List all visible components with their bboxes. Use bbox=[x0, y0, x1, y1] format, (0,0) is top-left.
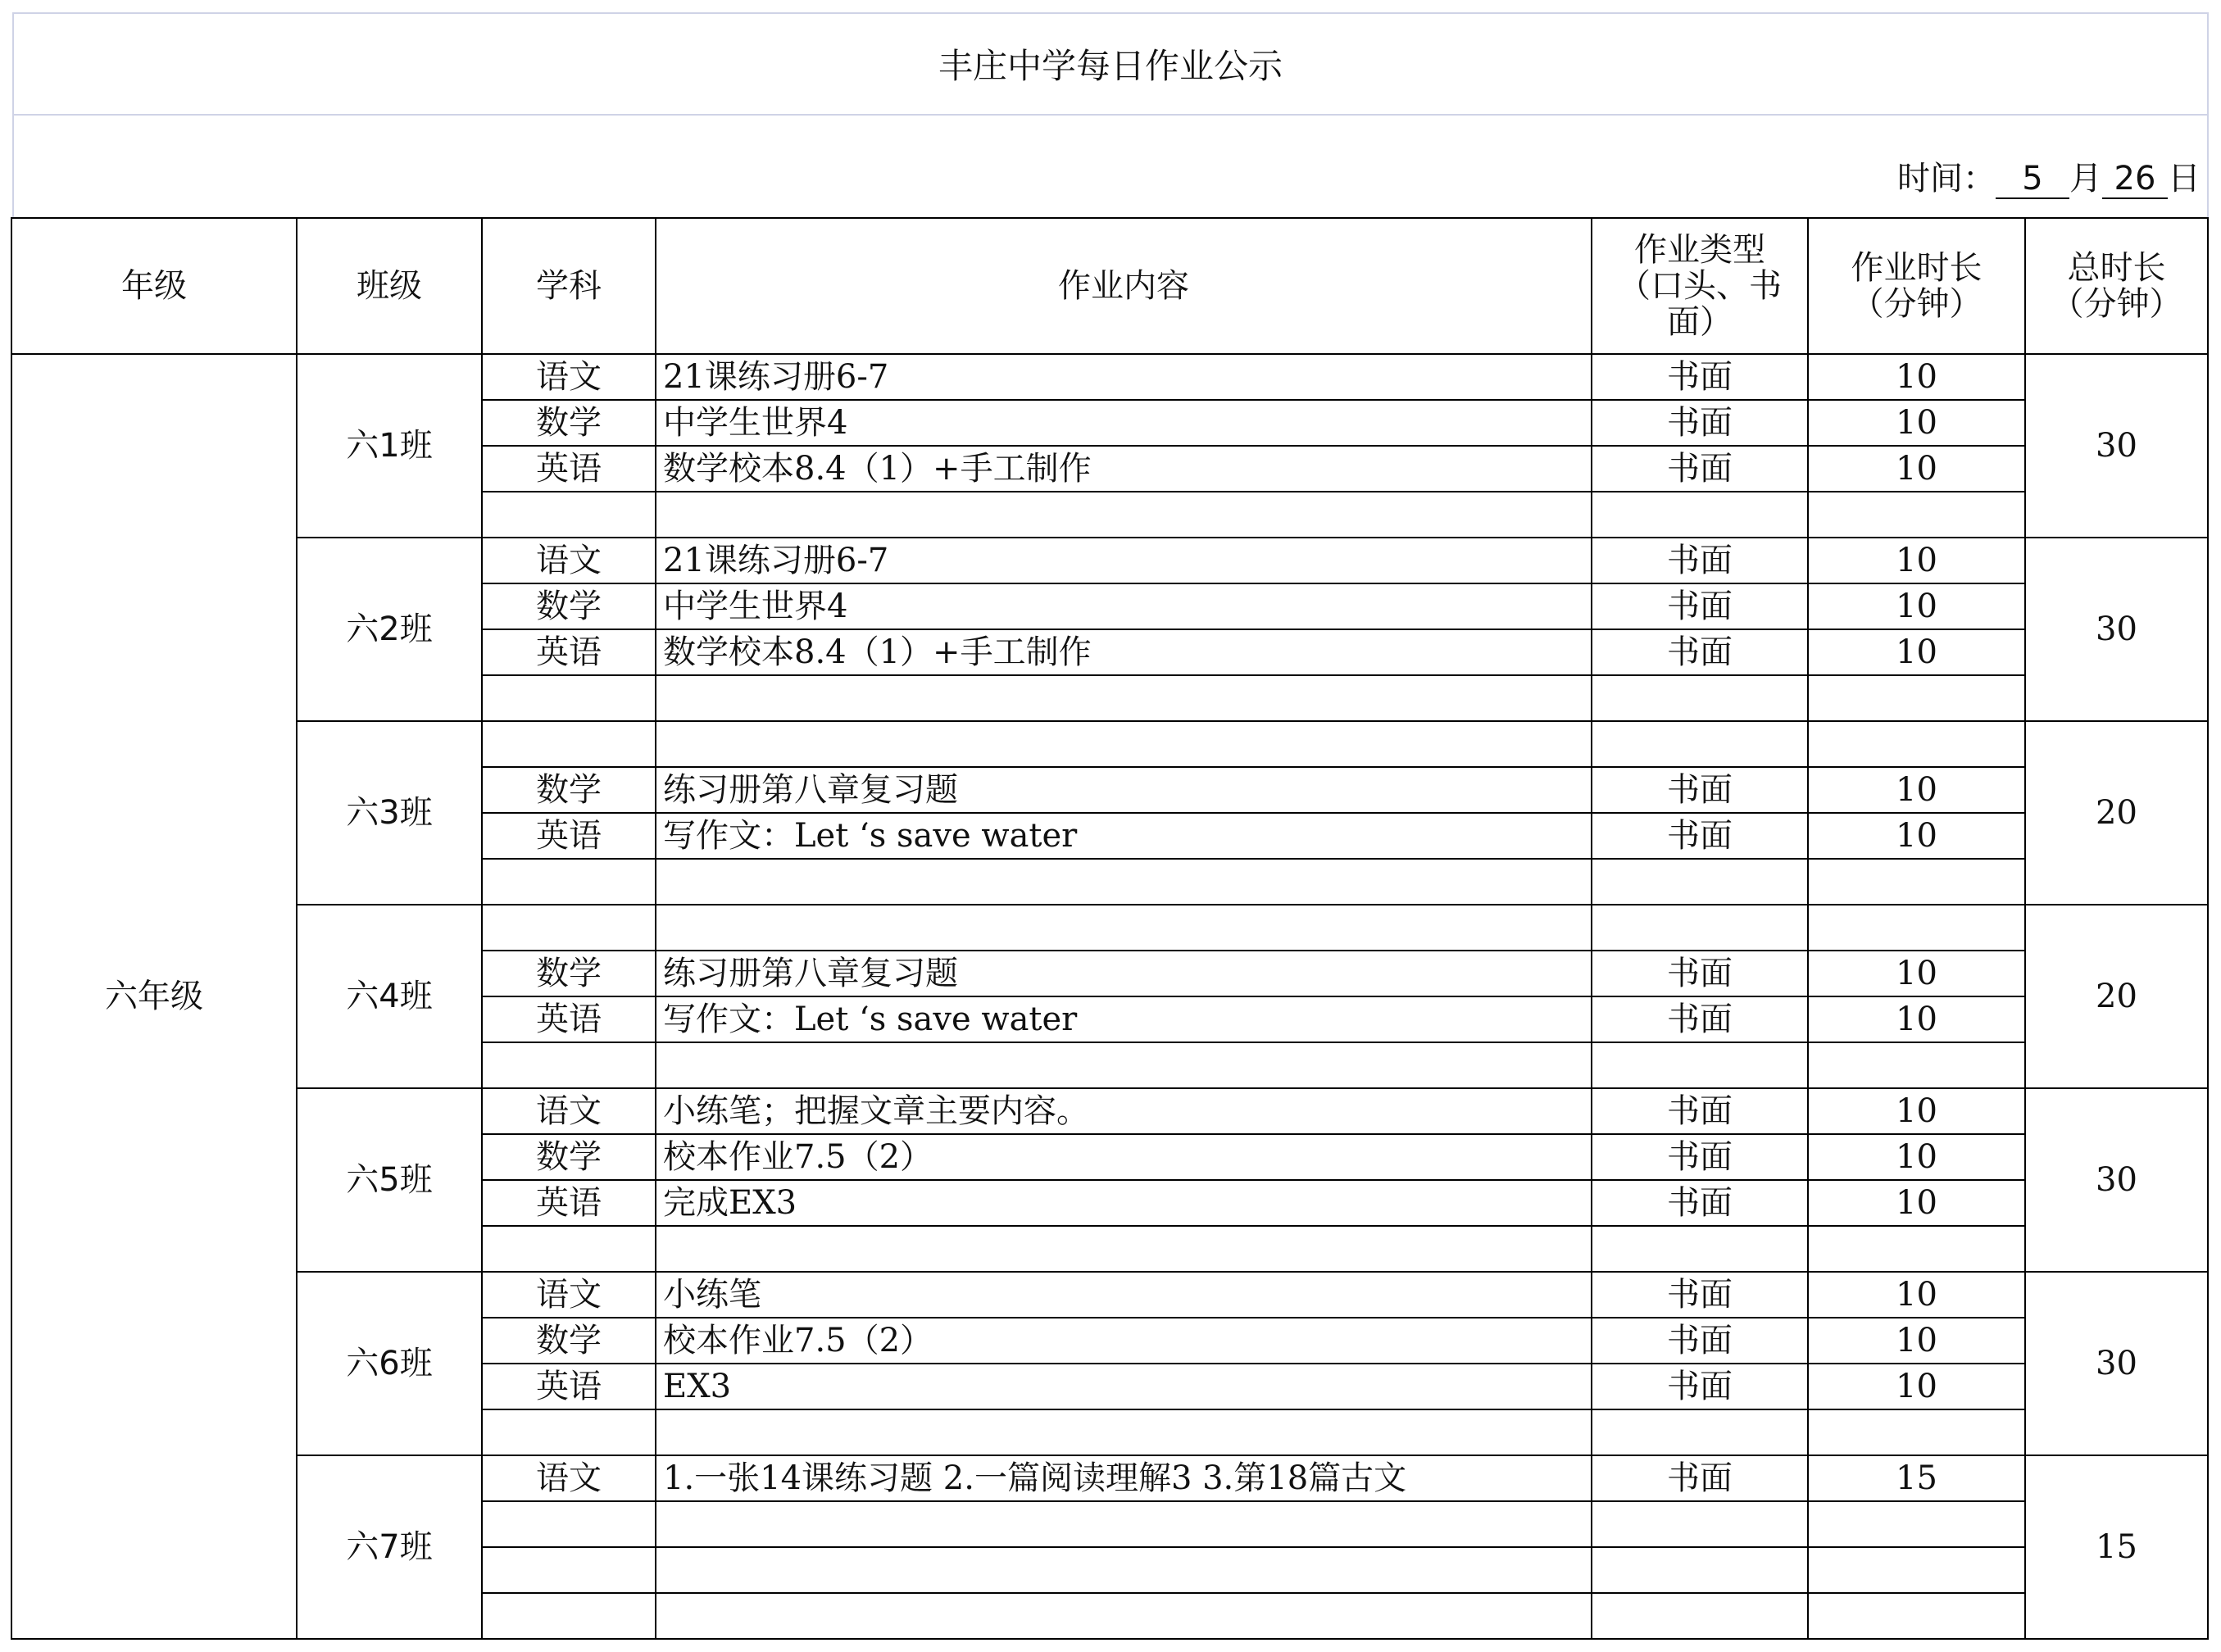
class-cell: 六5班 bbox=[297, 1089, 483, 1273]
subject-cell: 英语 bbox=[483, 630, 656, 676]
content-cell bbox=[656, 1502, 1592, 1548]
subject-cell: 数学 bbox=[483, 1135, 656, 1181]
type-cell: 书面 bbox=[1592, 401, 1809, 447]
type-cell bbox=[1592, 1502, 1809, 1548]
date-month: 5 bbox=[1996, 160, 2069, 199]
content-cell bbox=[656, 1594, 1592, 1640]
subject-cell bbox=[483, 492, 656, 538]
minutes-cell: 10 bbox=[1809, 1089, 2026, 1135]
minutes-cell bbox=[1809, 1043, 2026, 1089]
header-subject: 学科 bbox=[483, 217, 656, 355]
content-cell: 中学生世界4 bbox=[656, 584, 1592, 630]
content-cell: 练习册第八章复习题 bbox=[656, 768, 1592, 814]
type-cell: 书面 bbox=[1592, 447, 1809, 492]
content-cell: 21课练习册6-7 bbox=[656, 355, 1592, 401]
subject-cell: 英语 bbox=[483, 447, 656, 492]
header-total: 总时长（分钟） bbox=[2026, 217, 2209, 355]
minutes-cell: 10 bbox=[1809, 768, 2026, 814]
total-cell: 30 bbox=[2026, 1273, 2209, 1456]
content-cell bbox=[656, 905, 1592, 951]
minutes-cell: 10 bbox=[1809, 1135, 2026, 1181]
subject-cell bbox=[483, 676, 656, 722]
header-class: 班级 bbox=[297, 217, 483, 355]
minutes-cell bbox=[1809, 905, 2026, 951]
subject-cell: 语文 bbox=[483, 538, 656, 584]
type-cell: 书面 bbox=[1592, 1181, 1809, 1227]
subject-cell: 数学 bbox=[483, 584, 656, 630]
minutes-cell bbox=[1809, 722, 2026, 768]
minutes-cell bbox=[1809, 860, 2026, 905]
minutes-cell: 10 bbox=[1809, 584, 2026, 630]
sheet-title: 丰庄中学每日作业公示 bbox=[12, 12, 2209, 116]
minutes-cell: 10 bbox=[1809, 401, 2026, 447]
minutes-cell: 15 bbox=[1809, 1456, 2026, 1502]
content-cell: 小练笔 bbox=[656, 1273, 1592, 1318]
content-cell: 数学校本8.4（1）+手工制作 bbox=[656, 447, 1592, 492]
type-cell bbox=[1592, 1043, 1809, 1089]
total-cell: 20 bbox=[2026, 905, 2209, 1089]
minutes-cell bbox=[1809, 1227, 2026, 1273]
content-cell bbox=[656, 860, 1592, 905]
type-cell: 书面 bbox=[1592, 814, 1809, 860]
subject-cell: 英语 bbox=[483, 997, 656, 1043]
minutes-cell bbox=[1809, 1548, 2026, 1594]
date-day: 26 bbox=[2102, 160, 2168, 199]
content-cell bbox=[656, 1548, 1592, 1594]
class-cell: 六1班 bbox=[297, 355, 483, 538]
minutes-cell: 10 bbox=[1809, 1181, 2026, 1227]
content-cell bbox=[656, 1227, 1592, 1273]
total-cell: 30 bbox=[2026, 1089, 2209, 1273]
subject-cell: 数学 bbox=[483, 401, 656, 447]
type-cell bbox=[1592, 905, 1809, 951]
content-cell: 校本作业7.5（2） bbox=[656, 1135, 1592, 1181]
subject-cell bbox=[483, 1502, 656, 1548]
header-type: 作业类型（口头、书面） bbox=[1592, 217, 1809, 355]
minutes-cell: 10 bbox=[1809, 997, 2026, 1043]
content-cell: 1.一张14课练习题 2.一篇阅读理解3 3.第18篇古文 bbox=[656, 1456, 1592, 1502]
header-duration: 作业时长（分钟） bbox=[1809, 217, 2026, 355]
type-cell bbox=[1592, 860, 1809, 905]
subject-cell: 语文 bbox=[483, 1456, 656, 1502]
subject-cell bbox=[483, 860, 656, 905]
type-cell: 书面 bbox=[1592, 951, 1809, 997]
type-cell: 书面 bbox=[1592, 1273, 1809, 1318]
type-cell bbox=[1592, 1594, 1809, 1640]
type-cell: 书面 bbox=[1592, 1089, 1809, 1135]
subject-cell bbox=[483, 1410, 656, 1456]
type-cell: 书面 bbox=[1592, 630, 1809, 676]
subject-cell bbox=[483, 1548, 656, 1594]
minutes-cell: 10 bbox=[1809, 1273, 2026, 1318]
subject-cell bbox=[483, 905, 656, 951]
subject-cell: 语文 bbox=[483, 1089, 656, 1135]
type-cell: 书面 bbox=[1592, 1456, 1809, 1502]
class-cell: 六6班 bbox=[297, 1273, 483, 1456]
minutes-cell bbox=[1809, 1594, 2026, 1640]
class-cell: 六7班 bbox=[297, 1456, 483, 1640]
content-cell: 小练笔；把握文章主要内容。 bbox=[656, 1089, 1592, 1135]
type-cell bbox=[1592, 1548, 1809, 1594]
content-cell: 中学生世界4 bbox=[656, 401, 1592, 447]
type-cell: 书面 bbox=[1592, 538, 1809, 584]
minutes-cell bbox=[1809, 676, 2026, 722]
content-cell: 校本作业7.5（2） bbox=[656, 1318, 1592, 1364]
minutes-cell bbox=[1809, 1502, 2026, 1548]
date-line bbox=[1897, 152, 2201, 199]
subject-cell bbox=[483, 1043, 656, 1089]
type-cell bbox=[1592, 676, 1809, 722]
type-cell bbox=[1592, 722, 1809, 768]
subject-cell: 英语 bbox=[483, 1181, 656, 1227]
content-cell: 写作文：Let ‘s save water bbox=[656, 814, 1592, 860]
header-content: 作业内容 bbox=[656, 217, 1592, 355]
type-cell: 书面 bbox=[1592, 1135, 1809, 1181]
subject-cell: 数学 bbox=[483, 1318, 656, 1364]
content-cell bbox=[656, 1043, 1592, 1089]
minutes-cell: 10 bbox=[1809, 355, 2026, 401]
subject-cell: 语文 bbox=[483, 1273, 656, 1318]
class-cell: 六4班 bbox=[297, 905, 483, 1089]
type-cell bbox=[1592, 492, 1809, 538]
content-cell: 完成EX3 bbox=[656, 1181, 1592, 1227]
subject-cell: 英语 bbox=[483, 814, 656, 860]
subject-cell: 英语 bbox=[483, 1364, 656, 1410]
date-month-unit: 月 bbox=[2069, 160, 2102, 197]
total-cell: 30 bbox=[2026, 538, 2209, 722]
date-label: 时间： bbox=[1897, 160, 1996, 197]
content-cell: EX3 bbox=[656, 1364, 1592, 1410]
content-cell: 写作文：Let ‘s save water bbox=[656, 997, 1592, 1043]
content-cell bbox=[656, 722, 1592, 768]
date-day-unit: 日 bbox=[2168, 160, 2201, 197]
subject-cell: 语文 bbox=[483, 355, 656, 401]
minutes-cell: 10 bbox=[1809, 1318, 2026, 1364]
header-grade: 年级 bbox=[12, 217, 297, 355]
content-cell bbox=[656, 492, 1592, 538]
minutes-cell bbox=[1809, 492, 2026, 538]
type-cell: 书面 bbox=[1592, 355, 1809, 401]
class-cell: 六3班 bbox=[297, 722, 483, 905]
type-cell: 书面 bbox=[1592, 768, 1809, 814]
date-band bbox=[12, 116, 2209, 217]
minutes-cell: 10 bbox=[1809, 447, 2026, 492]
grade-cell: 六年级 bbox=[12, 355, 297, 1640]
minutes-cell: 10 bbox=[1809, 538, 2026, 584]
content-cell: 21课练习册6-7 bbox=[656, 538, 1592, 584]
subject-cell: 数学 bbox=[483, 768, 656, 814]
content-cell: 数学校本8.4（1）+手工制作 bbox=[656, 630, 1592, 676]
subject-cell bbox=[483, 1594, 656, 1640]
type-cell bbox=[1592, 1227, 1809, 1273]
class-cell: 六2班 bbox=[297, 538, 483, 722]
subject-cell: 数学 bbox=[483, 951, 656, 997]
minutes-cell: 10 bbox=[1809, 1364, 2026, 1410]
type-cell: 书面 bbox=[1592, 584, 1809, 630]
total-cell: 30 bbox=[2026, 355, 2209, 538]
minutes-cell: 10 bbox=[1809, 630, 2026, 676]
content-cell: 练习册第八章复习题 bbox=[656, 951, 1592, 997]
content-cell bbox=[656, 676, 1592, 722]
minutes-cell: 10 bbox=[1809, 814, 2026, 860]
minutes-cell bbox=[1809, 1410, 2026, 1456]
content-cell bbox=[656, 1410, 1592, 1456]
total-cell: 20 bbox=[2026, 722, 2209, 905]
subject-cell bbox=[483, 1227, 656, 1273]
type-cell: 书面 bbox=[1592, 1364, 1809, 1410]
total-cell: 15 bbox=[2026, 1456, 2209, 1640]
minutes-cell: 10 bbox=[1809, 951, 2026, 997]
subject-cell bbox=[483, 722, 656, 768]
type-cell: 书面 bbox=[1592, 1318, 1809, 1364]
type-cell: 书面 bbox=[1592, 997, 1809, 1043]
type-cell bbox=[1592, 1410, 1809, 1456]
